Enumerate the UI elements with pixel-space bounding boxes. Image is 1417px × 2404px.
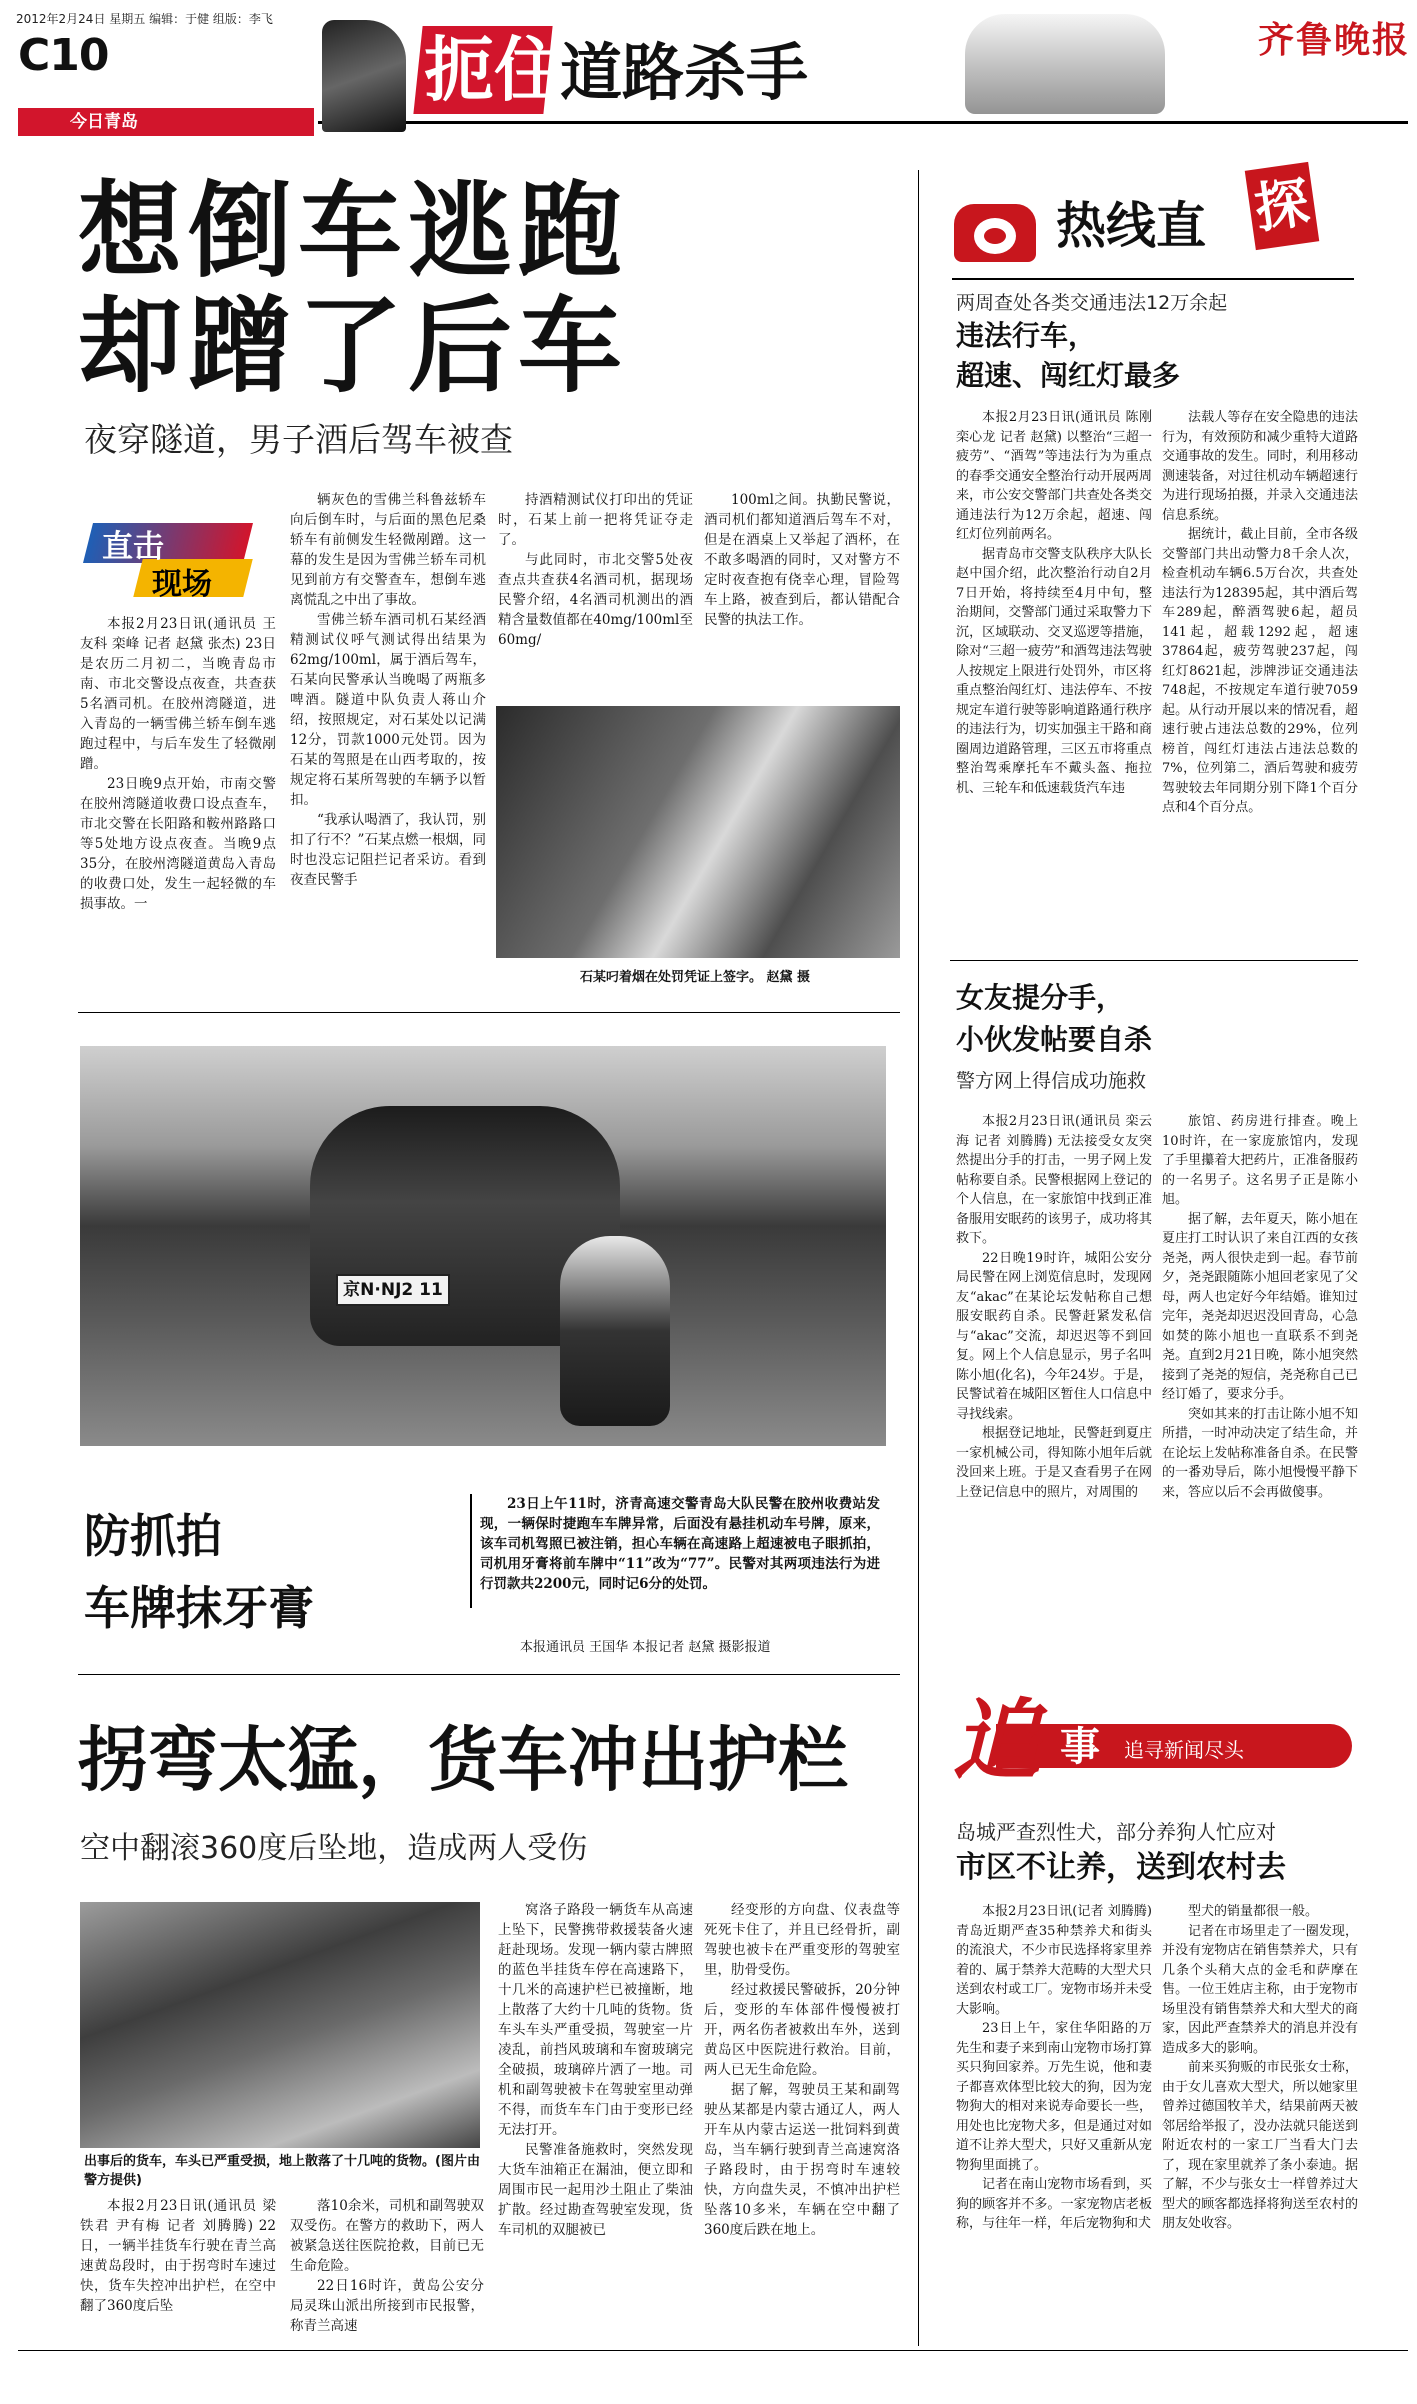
- zhuishi-column-1: [956, 1902, 1152, 2322]
- zhuishi-slogan: 追寻新闻尽头: [1124, 1738, 1244, 1762]
- divider: [952, 278, 1354, 280]
- phone-icon: [950, 188, 1042, 270]
- hotline-column-2: [1162, 408, 1358, 948]
- paragraph: 本报2月23日讯(通讯员 王友科 栾峰 记者 赵黛 张杰) 23日是农历二月初二，当晚青岛市南、市北交警设点夜查，共查获5名酒司机。在胶州湾隧道，进入青岛的一辆雪佛兰轿车倒车逃跑过程中，与后车发生了轻微剐蹭。: [80, 616, 276, 772]
- hotline-stamp: 探: [1245, 162, 1320, 250]
- story1-column-3: [498, 490, 693, 700]
- hotline-column-1: [956, 408, 1152, 948]
- story2-byline: 本报通讯员 王国华 本报记者 赵黛 摄影报道: [520, 1640, 771, 1655]
- paragraph: 23日上午，家住华阳路的万先生和妻子来到南山宠物市场打算买只狗回家养。万先生说，他和妻子都喜欢体型比较大的狗，因为宠物狗大的相对来说寿命要长一些，用处也比宠物犬多，但是通过对如道不让养大型犬，只好又重新从宠物狗里面挑了。: [956, 2021, 1152, 2173]
- story2-title-2: 车牌抹牙膏: [84, 1581, 314, 1635]
- divider: [950, 960, 1358, 961]
- story3-headline: 拐弯太猛，货车冲出护栏: [78, 1719, 848, 1801]
- story1-headline-2: 却蹭了后车: [78, 285, 629, 407]
- story3-photo: [80, 1902, 480, 2148]
- zhuishi-banner: [952, 1690, 1356, 1800]
- paragraph: 22日晚19时许，城阳公安分局民警在网上浏览信息时，发现网友“akac”在某论坛发帖称自己想服安眠药自杀。民警赶紧发私信与“akac”交流，却迟迟等不到回复。网上个人信息显示，男子名叫陈小旭(化名)，今年24岁。于是，民警试着在城阳区暂住人口信息中寻找线索。: [956, 1250, 1152, 1422]
- banner-highlight: 扼住: [424, 29, 564, 111]
- paragraph: 100ml之间。执勤民警说，酒司机们都知道酒后驾车不对，但是在酒桌上又举起了酒杯，在不敢多喝酒的同时，又对警方不定时夜查抱有侥幸心理，冒险驾车上路，被查到后，都认错配合民警的执法工作。: [704, 492, 900, 628]
- girl-subhead: 警方网上得信成功施救: [956, 1070, 1147, 1092]
- girl-headline-2: 小伙发帖要自杀: [956, 1023, 1153, 1056]
- story1-subhead: 夜穿隧道，男子酒后驾车被查: [84, 420, 513, 459]
- paragraph: 辆灰色的雪佛兰科鲁兹轿车向后倒车时，与后面的黑色尼桑轿车有前侧发生轻微剐蹭。这一幕的发生是因为雪佛兰轿车司机见到前方有交警查车，想倒车逃离慌乱之中出了事故。: [290, 492, 486, 608]
- divider: [470, 1494, 472, 1608]
- officer-figure: [560, 1236, 670, 1426]
- story1-column-4: [704, 490, 900, 700]
- story3-column-2: [290, 2196, 484, 2334]
- divider: [78, 1674, 900, 1675]
- story1-photo-caption: 石某叼着烟在处罚凭证上签字。 赵黛 摄: [580, 970, 811, 985]
- zhuishi-kicker: 岛城严查烈性犬，部分养狗人忙应对: [956, 1820, 1276, 1844]
- paragraph: 持酒精测试仪打印出的凭证时，石某上前一把将凭证夺走了。: [498, 492, 693, 548]
- masthead-logo: 齐鲁晚报: [1258, 19, 1411, 61]
- paragraph: 记者在南山宠物市场看到，买狗的顾客并不多。一家宠物店老板称，与往年一样，年后宠物狗和犬: [956, 2177, 1152, 2231]
- badge-bottom: 现场: [152, 567, 212, 602]
- paragraph: 雪佛兰轿车酒司机石某经酒精测试仪呼气测试得出结果为62mg/100ml，属于酒后驾车，石某向民警承认当晚喝了两瓶多啤酒。隧道中队负责人蒋山介绍，按照规定，对石某处以记满12分，罚款1000元处罚。因为石某的驾照是在山西考取的，按规定将石某所驾驶的车辆予以暂扣。: [290, 612, 486, 808]
- divider: [78, 1012, 900, 1013]
- girl-column-2: [1162, 1112, 1358, 1666]
- story3-subhead: 空中翻滚360度后坠地，造成两人受伤: [80, 1831, 588, 1866]
- paragraph: 本报2月23日讯(通讯员 陈刚 栾心龙 记者 赵黛) 以整治“三超一疲劳”、“酒驾”等违法行为为重点的春季交通安全整治行动开展两周来，市公安交警部门共查处各类交通违法行为12万余起，超速、闯红灯位列前两名。: [956, 410, 1152, 542]
- page-number: C10: [18, 30, 109, 81]
- story1-headline-1: 想倒车逃跑: [78, 170, 629, 292]
- paragraph: 记者在市场里走了一圈发现，并没有宠物店在销售禁养犬，只有几条个头稍大点的金毛和萨摩在售。一位王姓店主称，由于宠物市场里没有销售禁养犬和大型犬的商家，因此严查禁养犬的消息并没有造成多大的影响。: [1162, 1923, 1358, 2056]
- zhuishi-pinyin: zhuishi: [1056, 1706, 1104, 1720]
- story2-photo: [80, 1046, 886, 1446]
- zhuishi-headline: 市区不让养，送到农村去: [956, 1850, 1286, 1885]
- zhuishi-big-char: 追: [952, 1688, 1041, 1792]
- paragraph: 经变形的方向盘、仪表盘等死死卡住了，并且已经骨折，副驾驶也被卡在严重变形的驾驶室里，肋骨受伤。: [704, 1902, 900, 1978]
- story3-column-1: [80, 2196, 276, 2316]
- paragraph: 据了解，驾驶员王某和副驾驶丛某都是内蒙古通辽人，两人开车从内蒙古运送一批饲料到黄岛，当车辆行驶到青兰高速窝洛子路段时，由于拐弯时车速较快，方向盘失灵，不慎冲出护栏坠落10多米，车辆在空中翻了360度后跌在地上。: [704, 2082, 900, 2238]
- paragraph: 23日晚9点开始，市南交警在胶州湾隧道收费口设点查车，市北交警在长阳路和鞍州路路口等5处地方设点夜查。当晚9点35分，在胶州湾隧道黄岛入青岛的收费口处，发生一起轻微的车损事故。一: [80, 776, 276, 912]
- paragraph: 据青岛市交警支队秩序大队长赵中国介绍，此次整治行动自2月7日开始，将持续至4月中旬，整治期间，交警部门通过采取警力下沉，区域联动、交叉巡逻等措施，除对“三超一疲劳”和酒驾违法驾驶人按规定上限进行处罚外，市区将重点整治闯红灯、违法停车、不按规定车道行驶等影响道路通行秩序的违法行为，切实加强主干路和商圈周边道路管理，三区五市将重点整治驾乘摩托车不戴头盔、拖拉机、三轮车和低速载货汽车违: [956, 546, 1152, 796]
- column-separator: [918, 170, 919, 2346]
- zhuishi-column-2: [1162, 1902, 1358, 2322]
- paragraph: 根据登记地址，民警赶到夏庄一家机械公司，得知陈小旭年后就没回来上班。于是又查看男子在网上登记信息中的照片，对周围的: [956, 1426, 1152, 1500]
- paragraph: 前来买狗贩的市民张女士称，由于女儿喜欢大型犬，所以她家里曾养过德国牧羊犬，结果前两天被邻居给举报了，没办法就只能送到附近农村的一家工厂当看大门去了，现在家里就养了条小泰迪。据了解，不少与张女士一样曾养过大型犬的顾客都选择将狗送至农村的朋友处收容。: [1162, 2060, 1358, 2231]
- section-label: 今日青岛: [70, 112, 138, 132]
- live-badge: [88, 515, 258, 601]
- paragraph: 法载人等存在安全隐患的违法行为，有效预防和减少重特大道路交通事故的发生。同时，利用移动测速装备，对过往机动车辆超速行为进行现场拍摄，并录入交通违法信息系统。: [1162, 410, 1358, 523]
- paragraph: 旅馆、药房进行排查。晚上10时许，在一家庞旅馆内，发现了手里攥着大把药片，正准备服药的一名男子。这名男子正是陈小旭。: [1162, 1114, 1358, 1207]
- banner-title: 道路杀手: [560, 36, 809, 109]
- paragraph: 据统计，截止目前，全市各级交警部门共出动警力8千余人次，检查机动车辆6.5万台次，共查处违法行为128395起，其中酒后驾车289起，醉酒驾驶6起，超员141起，超载1292起，超速37864起，疲劳驾驶237起，闯红灯8621起，涉牌涉证交通违法748起，不按规定车道行驶7059起。从行动开展以来的情况看，超速行驶占违法总数的29%，位列榜首，闯红灯违法占违法总数的7%，位列第二，酒后驾驶和疲劳驾驶较去年同期分别下降1个百分点和4个百分点。: [1162, 527, 1358, 815]
- story1-column-1: [80, 614, 276, 1004]
- paragraph: 22日16时许，黄岛公安分局灵珠山派出所接到市民报警，称青兰高速: [290, 2278, 484, 2334]
- story3-column-4: [704, 1900, 900, 2320]
- section-bar: [18, 108, 314, 136]
- story2-title-1: 防抓拍: [84, 1509, 222, 1563]
- paragraph: 民警准备施救时，突然发现大货车油箱正在漏油，便立即和周围市民一起用沙土阻止了柴油扩散。经过勘查驾驶室发现，货车司机的双腿被已: [498, 2142, 693, 2238]
- date-line: 2012年2月24日 星期五 编辑：于健 组版：李飞: [16, 12, 273, 26]
- girl-column-1: [956, 1112, 1152, 1666]
- story3-column-3: [498, 1900, 693, 2320]
- story1-column-2: [290, 490, 486, 1004]
- paragraph: 窝洛子路段一辆货车从高速上坠下，民警携带救援装备火速赶赴现场。发现一辆内蒙古牌照的蓝色半挂货车停在高速路下，十几米的高速护栏已被撞断，地上散落了大约十几吨的货物。货车头车头严重受损，驾驶室一片凌乱，前挡风玻璃和车窗玻璃完全破损，玻璃碎片洒了一地。司机和副驾驶被卡在驾驶室里动弹不得，而货车车门由于变形已经无法打开。: [498, 1902, 693, 2138]
- paragraph: 突如其来的打击让陈小旭不知所措，一时冲动决定了结生命，并在论坛上发帖称准备自杀。在民警的一番劝导后，陈小旭慢慢平静下来，答应以后不会再做傻事。: [1162, 1406, 1358, 1500]
- badge-top: 直击: [102, 529, 164, 565]
- hotline-kicker: 两周查处各类交通违法12万余起: [956, 292, 1228, 314]
- paragraph: 经过救援民警破拆，20分钟后，变形的车体部件慢慢被打开，两名伤者被救出车外，送到黄岛区中医院进行救治。目前，两人已无生命危险。: [704, 1982, 900, 2078]
- paragraph: 本报2月23日讯(通讯员 梁铁君 尹有梅 记者 刘腾腾) 22日，一辆半挂货车行驶在青兰高速黄岛段时，由于拐弯时车速过快，货车失控冲出护栏，在空中翻了360度后坠: [80, 2198, 276, 2314]
- footer-rule: [18, 2350, 1408, 2351]
- hotline-headline-2: 超速、闯红灯最多: [956, 359, 1181, 392]
- car-graphic: [965, 14, 1165, 114]
- hand-graphic: [322, 20, 406, 132]
- zhuishi-char2: 事: [1060, 1724, 1100, 1770]
- header-rule: [318, 121, 1408, 124]
- girl-headline-1: 女友提分手，: [956, 981, 1125, 1014]
- paragraph: 本报2月23日讯(通讯员 栾云海 记者 刘腾腾) 无法接受女友突然提出分手的打击，一男子网上发帖称要自杀。民警根据网上登记的个人信息，在一家旅馆中找到正准备服用安眠药的该男子，成功将其救下。: [956, 1114, 1152, 1246]
- paragraph: 本报2月23日讯(记者 刘腾腾) 青岛近期严查35种禁养犬和街头的流浪犬，不少市民选择将家里养着的、属于禁养大范畴的大型犬只送到农村或工厂。宠物市场并未受大影响。: [956, 1904, 1152, 2017]
- paragraph: “我承认喝酒了，我认罚，别扣了行不？”石某点燃一根烟，同时也没忘记阻拦记者采访。看到夜查民警手: [290, 812, 486, 888]
- license-plate: 京N·NJ2 11: [336, 1274, 450, 1306]
- paragraph: 据了解，去年夏天，陈小旭在夏庄打工时认识了来自江西的女孩尧尧，两人很快走到一起。春节前夕，尧尧跟随陈小旭回老家见了父母，两人也定好今年结婚。谁知过完年，尧尧却迟迟没回青岛，心急如焚的陈小旭也一直联系不到尧尧。直到2月21日晚，陈小旭突然接到了尧尧的短信，尧尧称自己已经订婚了，要求分手。: [1162, 1211, 1358, 1402]
- hotline-headline-1: 违法行车，: [956, 319, 1097, 352]
- story3-photo-caption: 出事后的货车，车头已严重受损，地上散落了十几吨的货物。(图片由警方提供): [84, 2154, 480, 2188]
- story2-text: 23日上午11时，济青高速交警青岛大队民警在胶州收费站发现，一辆保时捷跑车车牌异常，后面没有悬挂机动车号牌，原来，该车司机驾照已被注销，担心车辆在高速路上超速被电子眼抓拍，司机用牙膏将前车牌中“11”改为“77”。民警对其两项违法行为进行罚款共2200元，同时记6分的处罚。: [480, 1496, 880, 1592]
- paragraph: 与此同时，市北交警5处夜查点共查获4名酒司机，据现场民警介绍，4名酒司机测出的酒精含量数值都在40mg/100ml至60mg/: [498, 552, 693, 648]
- story1-photo: [496, 706, 900, 958]
- paragraph: 落10余米，司机和副驾驶双双受伤。在警方的救助下，两人被紧急送往医院抢救，目前已无生命危险。: [290, 2198, 484, 2274]
- hotline-title: 热线直: [1056, 197, 1206, 255]
- paragraph: 型犬的销量都很一般。: [1188, 1904, 1319, 1919]
